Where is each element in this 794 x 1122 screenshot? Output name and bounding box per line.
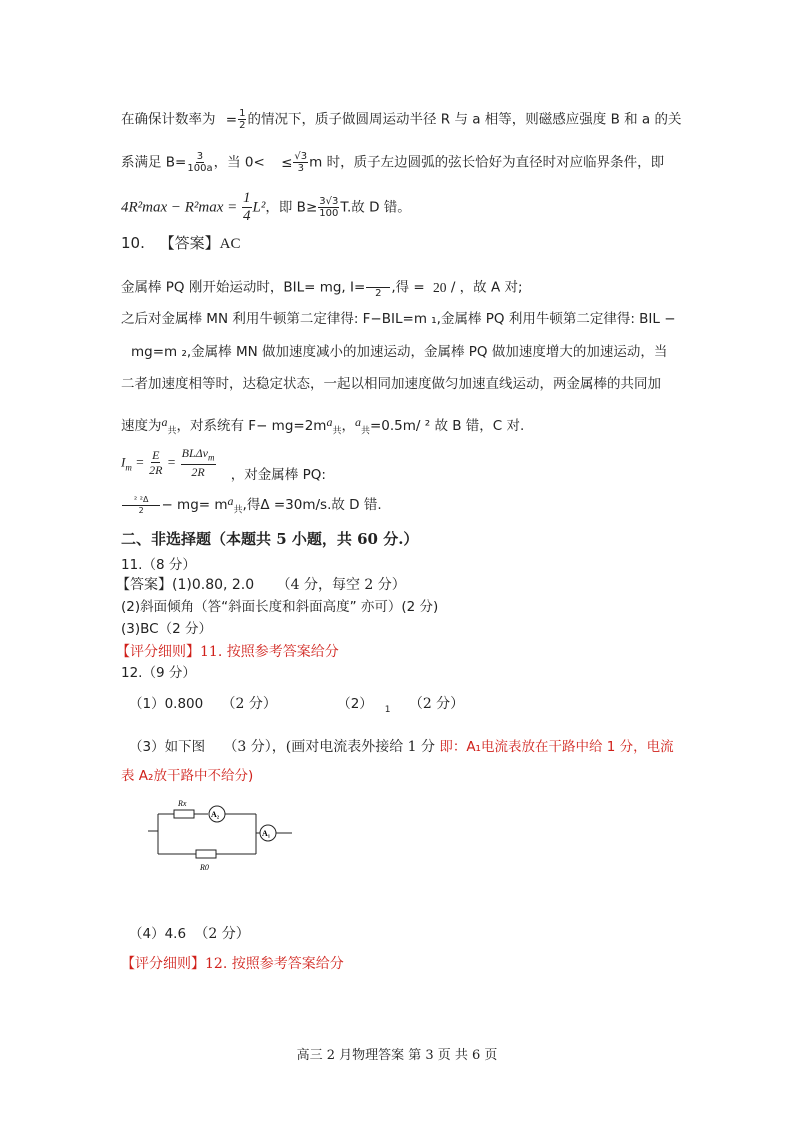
text: 二者加速度相等时，达稳定状态，一起以相同加速度做匀加速直线运动，两金属棒的共同加 bbox=[121, 376, 661, 392]
fraction bbox=[187, 151, 212, 174]
symbol: a bbox=[326, 415, 333, 429]
q10-heading bbox=[121, 234, 241, 253]
text: 【评分细则】12. 按照参考答案给分 bbox=[121, 956, 344, 972]
frac-den: 2 bbox=[239, 120, 246, 131]
subscript: 共 bbox=[332, 426, 342, 437]
score: （4 分，每空 2 分） bbox=[276, 577, 406, 593]
ammeter-a1-label: A₁ bbox=[262, 829, 271, 838]
text: m 时，质子左边圆弧的弦长恰好为直径时对应临界条件，即 bbox=[309, 154, 665, 171]
frac-num: BLΔv bbox=[181, 446, 208, 460]
frac-num: ² ²Δ bbox=[122, 495, 160, 506]
q10-p1 bbox=[121, 276, 523, 299]
frac-num: 1 bbox=[243, 190, 251, 206]
q10-p3 bbox=[131, 343, 667, 361]
text: 速度为 bbox=[121, 418, 162, 434]
ammeter-a2-label: A₂ bbox=[211, 810, 220, 819]
text: ，当 0< bbox=[213, 154, 265, 171]
text: ，即 B≥ bbox=[265, 199, 318, 216]
text: 12.（9 分） bbox=[121, 665, 196, 681]
text: ≤ bbox=[281, 154, 293, 171]
frac-den: 4 bbox=[243, 208, 251, 224]
score: （2 分） bbox=[194, 926, 250, 942]
answer-value: (1)0.80, 2.0 bbox=[172, 577, 255, 593]
answer-label: 【答案】 bbox=[159, 234, 220, 252]
q12-line3 bbox=[121, 767, 253, 785]
fraction bbox=[366, 276, 390, 299]
text: 金属棒 PQ 刚开始运动时，BIL= mg, I= bbox=[121, 279, 366, 296]
text: ， bbox=[341, 418, 355, 434]
frac-den: 2R bbox=[191, 465, 205, 480]
text: （1）0.800 bbox=[129, 696, 204, 712]
q11-line2 bbox=[121, 598, 438, 616]
text: ,得 = bbox=[391, 279, 425, 296]
text: 在确保计数率为 bbox=[121, 111, 216, 128]
resistor-r0 bbox=[196, 850, 216, 858]
q12-line4 bbox=[129, 925, 250, 943]
frac-num: 3 bbox=[196, 151, 204, 162]
q11-number bbox=[121, 556, 196, 574]
q12-rule bbox=[121, 955, 344, 973]
q10-im-eq: $I_m$ = $\frac{E}{2R}$ = $\frac{BL\Delta v_m}{2R}$ ，对金属棒 PQ: bbox=[121, 446, 326, 483]
text: 二、非选择题（本题共 5 小题，共 60 分.） bbox=[121, 530, 419, 548]
subscript: 共 bbox=[167, 426, 177, 437]
resistor-r0-label: R0 bbox=[200, 863, 209, 872]
frac-den: 2R bbox=[149, 463, 163, 478]
text: =0.5m/ ² 故 B 错，C 对. bbox=[369, 418, 525, 434]
q10-p5 bbox=[121, 413, 524, 441]
resistor-rx-label: Rx bbox=[178, 799, 187, 808]
text: (3)BC（2 分） bbox=[121, 621, 212, 637]
text: 表 A₂放干路中不给分) bbox=[121, 768, 254, 784]
q9-line1 bbox=[121, 108, 682, 131]
fraction bbox=[318, 196, 339, 219]
frac-num: E bbox=[152, 448, 160, 463]
text: 【评分细则】11. 按照参考答案给分 bbox=[116, 644, 339, 660]
frac-den: 100a bbox=[187, 163, 213, 174]
q12-line1 bbox=[129, 695, 464, 719]
frac-den: 2 bbox=[138, 505, 144, 515]
text: ,得Δ =30m/s.故 D 错. bbox=[242, 497, 382, 513]
text: − mg= m bbox=[161, 497, 228, 513]
text: ，对系统有 F− mg=2m bbox=[176, 418, 327, 434]
equation: 4R²max − R²max = bbox=[121, 199, 242, 216]
frac-num: 3√3 bbox=[319, 196, 339, 207]
fraction bbox=[238, 108, 246, 131]
frac-num: 1 bbox=[239, 108, 246, 119]
equation: L² bbox=[252, 199, 266, 216]
frac-den: 3 bbox=[297, 163, 304, 174]
q12-line2 bbox=[129, 738, 674, 756]
text: 系满足 B= bbox=[121, 154, 187, 171]
value: 20 bbox=[433, 279, 447, 295]
text: （4）4.6 bbox=[129, 926, 187, 942]
page-footer bbox=[0, 1044, 794, 1063]
frac-den: 100 bbox=[319, 208, 339, 219]
fraction bbox=[242, 190, 252, 225]
q11-line3 bbox=[121, 620, 212, 638]
symbol: a bbox=[354, 415, 361, 429]
text: 即：A₁电流表放在干路中给 1 分，电流 bbox=[435, 739, 674, 755]
frac-num: √3 bbox=[294, 151, 308, 162]
text: T.故 D 错。 bbox=[340, 199, 411, 216]
q10-p4 bbox=[121, 375, 661, 393]
footer-text: 高三 2 月物理答案 第 3 页 共 6 页 bbox=[296, 1048, 498, 1063]
fraction bbox=[181, 446, 216, 479]
symbol: a bbox=[161, 415, 168, 429]
text: (2)斜面倾角（答“斜面长度和斜面高度” 亦可）(2 分) bbox=[121, 599, 439, 615]
q10-p2 bbox=[121, 310, 676, 328]
text: 11.（8 分） bbox=[121, 557, 196, 573]
subscript: 1 bbox=[384, 704, 391, 715]
question-number: 10. bbox=[121, 234, 145, 252]
subscript: m bbox=[208, 452, 215, 463]
answer-value: AC bbox=[219, 236, 241, 252]
frac-den: 2 bbox=[375, 288, 382, 299]
text: （2） bbox=[337, 696, 373, 712]
text: mg=m ₂,金属棒 MN 做加速度减小的加速运动，金属棒 PQ 做加速度增大的加速运动，当 bbox=[131, 344, 668, 360]
circuit-diagram bbox=[146, 796, 296, 878]
fraction bbox=[293, 151, 308, 174]
q10-p6 bbox=[121, 492, 382, 520]
section-title bbox=[121, 530, 418, 548]
symbol: I bbox=[121, 454, 126, 470]
q9-line2 bbox=[121, 151, 664, 174]
answer-label: 【答案】 bbox=[116, 577, 172, 593]
text: / ，故 A 对; bbox=[450, 279, 523, 296]
subscript: 共 bbox=[360, 426, 370, 437]
text: 之后对金属棒 MN 利用牛顿第二定律得: F−BIL=m ₁,金属棒 PQ 利用牛顿第二定律得: BIL − bbox=[121, 311, 676, 327]
score: （2 分） bbox=[408, 696, 465, 712]
score: （2 分） bbox=[221, 696, 277, 712]
fraction bbox=[122, 495, 160, 516]
q12-number bbox=[121, 664, 196, 682]
q11-answer bbox=[116, 576, 406, 594]
text: ，对金属棒 PQ: bbox=[230, 466, 326, 483]
text: （3 分），(画对电流表外接给 1 分 bbox=[223, 739, 436, 755]
resistor-rx bbox=[174, 810, 194, 818]
subscript: m bbox=[125, 462, 132, 473]
text: （3）如下图 bbox=[129, 739, 206, 755]
symbol: a bbox=[227, 494, 234, 508]
q11-rule bbox=[116, 643, 339, 661]
q9-line3 bbox=[121, 190, 411, 225]
text: = bbox=[225, 111, 238, 128]
text: 的情况下，质子做圆周运动半径 R 与 a 相等，则磁感应强度 B 和 a 的关 bbox=[247, 111, 682, 128]
fraction bbox=[149, 448, 162, 477]
subscript: 共 bbox=[233, 505, 243, 516]
